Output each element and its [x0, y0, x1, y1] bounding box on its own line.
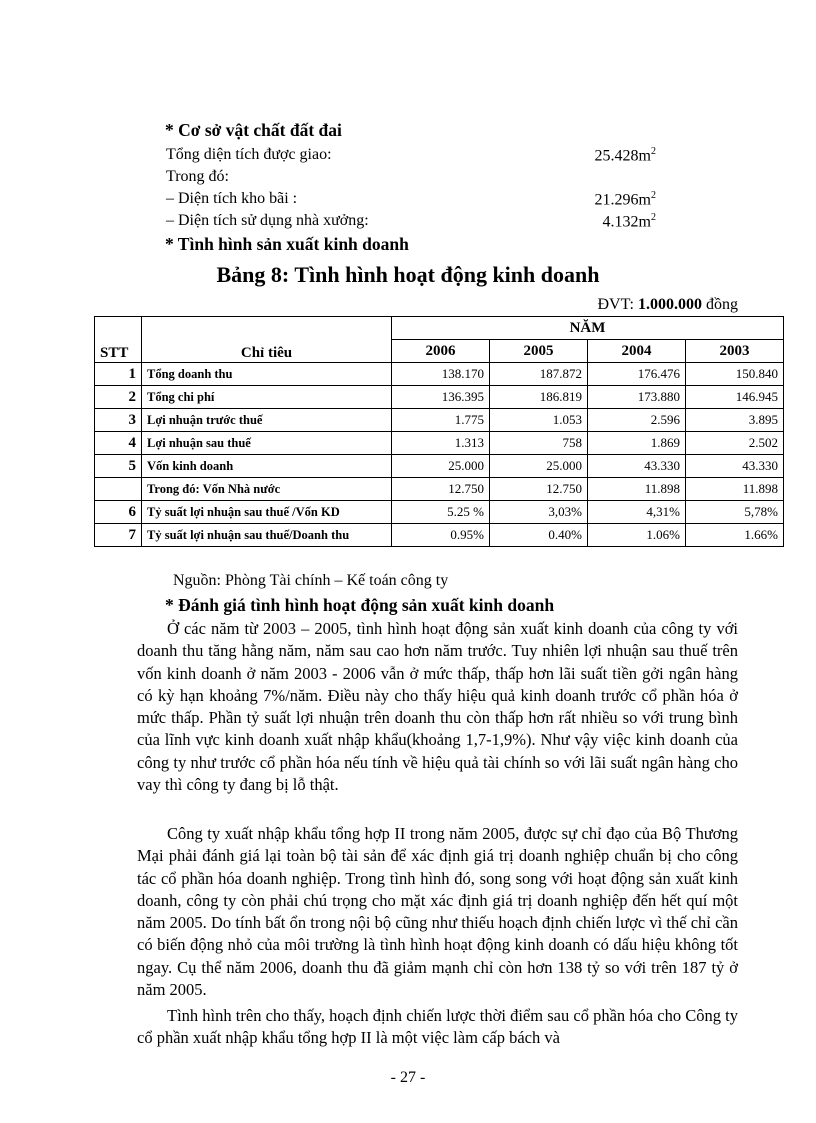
row-value: 186.819	[490, 386, 588, 409]
row-value: 146.945	[686, 386, 784, 409]
row-value: 173.880	[588, 386, 686, 409]
row-value: 3,03%	[490, 501, 588, 524]
total-area-label: Tổng diện tích được giao:	[166, 146, 332, 163]
warehouse-area-value: $21.296m^2$	[594, 190, 656, 209]
row-value: 0.95%	[392, 524, 490, 547]
row-value: 176.476	[588, 363, 686, 386]
row-value: 4,31%	[588, 501, 686, 524]
year-group-header: NĂM	[392, 317, 784, 340]
table-row	[95, 432, 784, 455]
indicator-header: Chỉ tiêu	[142, 317, 392, 363]
row-stt: 3	[95, 409, 142, 432]
row-indicator: Tổng doanh thu	[142, 363, 392, 386]
row-indicator: Trong đó: Vốn Nhà nước	[142, 478, 392, 501]
table-row	[95, 524, 784, 547]
row-value: 136.395	[392, 386, 490, 409]
unit-label: ĐVT: 1.000.000 đồng	[597, 296, 738, 313]
row-stt: 6	[95, 501, 142, 524]
paragraph-3: Tình hình trên cho thấy, hoạch định chiến lược thời điểm sau cổ phần hóa cho Công ty cổ phần xuất nhập khẩu tổng hợp II là một việc làm cấp bách và	[137, 1006, 738, 1048]
of-which-label: Trong đó:	[166, 168, 229, 185]
table-row	[95, 409, 784, 432]
table-row	[95, 363, 784, 386]
row-value: 43.330	[686, 455, 784, 478]
year-header: 2003	[686, 340, 784, 363]
paragraph-2: Công ty xuất nhập khẩu tổng hợp II trong năm 2005, được sự chỉ đạo của Bộ Thương Mại phải đánh giá lại toàn bộ tài sản để xác định giá trị doanh nghiệp chuẩn bị cho công tác cổ phần hóa doanh nghiệp. Trong tình hình đó, song song với hoạt động sản xuất kinh doanh, công ty còn phải chú trọng cho mặt xác định giá trị doanh nghiệp đến hết quí một năm 2005. Do tính bất ổn trong nội bộ cũng như thiếu hoạch định chiến lược vì thế chỉ cần có biến động nhỏ của môi trường là tình hình hoạt động kinh doanh có dấu hiệu không tốt ngay. Cụ thể năm 2006, doanh thu đã giảm mạnh chỉ còn hơn 138 tỷ so với trên 187 tỷ ở năm 2005.	[137, 824, 738, 1000]
row-value: 5.25 %	[392, 501, 490, 524]
row-value: 12.750	[392, 478, 490, 501]
row-value: 187.872	[490, 363, 588, 386]
row-stt: 4	[95, 432, 142, 455]
row-value: 25.000	[392, 455, 490, 478]
row-value: 2.502	[686, 432, 784, 455]
row-value: 0.40%	[490, 524, 588, 547]
row-value: 1.053	[490, 409, 588, 432]
row-indicator: Lợi nhuận sau thuế	[142, 432, 392, 455]
warehouse-area-row	[166, 190, 656, 212]
year-header: 2006	[392, 340, 490, 363]
row-indicator: Tổng chi phí	[142, 386, 392, 409]
row-indicator: Tỷ suất lợi nhuận sau thuế/Doanh thu	[142, 524, 392, 547]
table-row	[95, 478, 784, 501]
row-stt: 2	[95, 386, 142, 409]
row-value: 11.898	[588, 478, 686, 501]
row-value: 758	[490, 432, 588, 455]
stt-header: STT	[95, 317, 142, 363]
year-header: 2005	[490, 340, 588, 363]
paragraph-1: Ở các năm từ 2003 – 2005, tình hình hoạt động sản xuất kinh doanh của công ty với doanh thu tăng hằng năm, năm sau cao hơn năm trước. Tuy nhiên lợi nhuận sau thuế trên vốn kinh doanh ở năm 2003 - 2006 vẫn ở mức thấp, thấp hơn lãi suất tiền gởi ngân hàng có kỳ hạn khoảng 7%/năm. Điều này cho thấy hiệu quả kinh doanh trước cổ phần hóa ở mức thấp. Phần tỷ suất lợi nhuận trên doanh thu còn thấp hơn rất nhiều so với trung bình của lĩnh vực kinh doanh xuất nhập khẩu(khoảng 1,7-1,9%). Như vậy việc kinh doanh của công ty như trước cổ phần hóa nếu tính về hiệu quả tài chính so với lãi suất ngân hàng cho vay thì công ty đang bị lỗ thật.	[137, 619, 738, 795]
warehouse-area-label: – Diện tích kho bãi :	[166, 190, 298, 207]
table-row	[95, 455, 784, 478]
row-value: 150.840	[686, 363, 784, 386]
table-header-row-1	[95, 317, 784, 340]
workshop-area-value: $4.132m^2$	[602, 212, 656, 231]
of-which-row	[166, 168, 656, 190]
row-value: 25.000	[490, 455, 588, 478]
row-stt: 1	[95, 363, 142, 386]
row-value: 43.330	[588, 455, 686, 478]
facilities-heading: * Cơ sở vật chất đất đai	[165, 120, 342, 140]
business-table	[94, 316, 784, 547]
total-area-value: $25.428m^2$	[594, 146, 656, 165]
page-number: - 27 -	[390, 1069, 426, 1086]
workshop-area-label: – Diện tích sử dụng nhà xưởng:	[166, 212, 369, 229]
business-heading: * Tình hình sản xuất kinh doanh	[165, 234, 409, 254]
table-title: Bảng 8: Tình hình hoạt động kinh doanh	[216, 262, 600, 287]
table-row	[95, 386, 784, 409]
row-value: 1.775	[392, 409, 490, 432]
total-area-row	[166, 146, 656, 168]
row-value: 1.869	[588, 432, 686, 455]
table-source: Nguồn: Phòng Tài chính – Kế toán công ty	[173, 572, 449, 589]
row-stt	[95, 478, 142, 501]
row-value: 1.313	[392, 432, 490, 455]
evaluation-heading: * Đánh giá tình hình hoạt động sản xuất kinh doanh	[165, 595, 555, 615]
table-row	[95, 501, 784, 524]
row-stt: 7	[95, 524, 142, 547]
row-value: 138.170	[392, 363, 490, 386]
row-value: 5,78%	[686, 501, 784, 524]
row-stt: 5	[95, 455, 142, 478]
year-header: 2004	[588, 340, 686, 363]
row-indicator: Tỷ suất lợi nhuận sau thuế /Vốn KD	[142, 501, 392, 524]
row-value: 3.895	[686, 409, 784, 432]
row-value: 12.750	[490, 478, 588, 501]
row-value: 1.66%	[686, 524, 784, 547]
row-value: 11.898	[686, 478, 784, 501]
row-value: 1.06%	[588, 524, 686, 547]
row-indicator: Vốn kinh doanh	[142, 455, 392, 478]
row-value: 2.596	[588, 409, 686, 432]
row-indicator: Lợi nhuận trước thuế	[142, 409, 392, 432]
workshop-area-row	[166, 212, 656, 234]
